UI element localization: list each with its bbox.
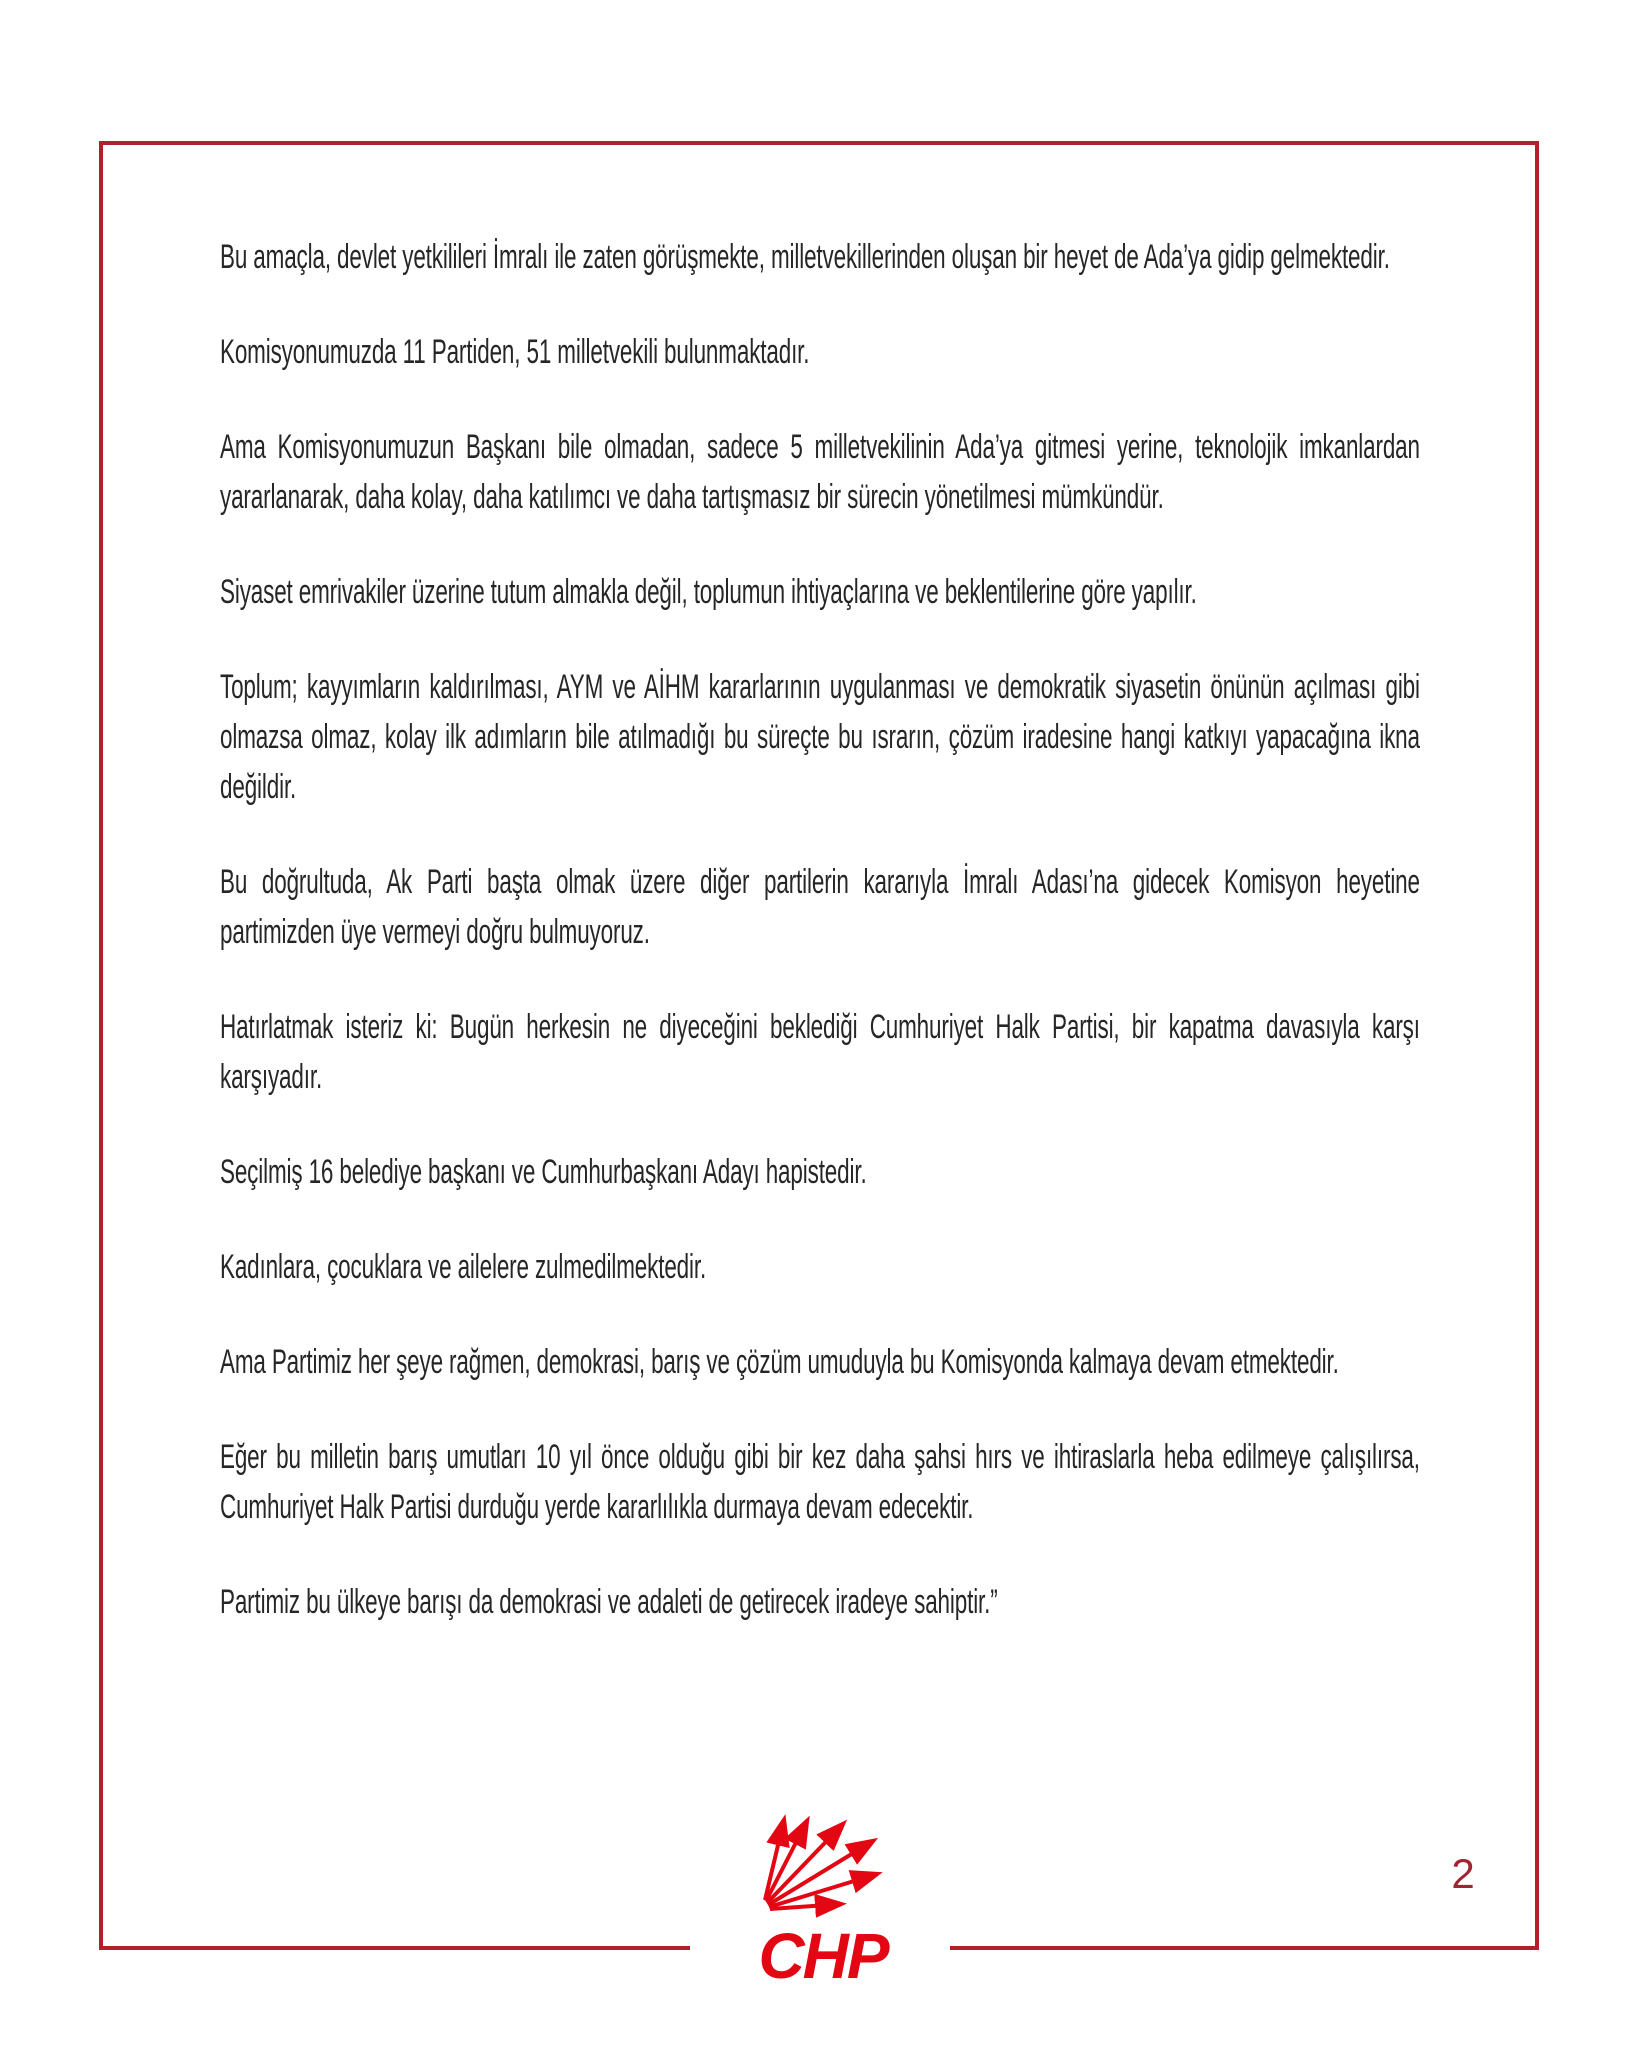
paragraph: Siyaset emrivakiler üzerine tutum almakla değil, toplumun ihtiyaçlarına ve beklentilerine göre yapılır. — [220, 573, 1197, 611]
chp-logo — [735, 1805, 915, 1995]
paragraph: Partimiz bu ülkeye barışı da demokrasi ve adaleti de getirecek iradeye sahiptir.” — [220, 1583, 998, 1621]
paragraph: Bu doğrultuda, Ak Parti başta olmak üzere diğer partilerin kararıyla İmralı Adası’na gidecek Komisyon heyetine partimizden üye vermeyi doğru bulmuyoruz. — [220, 863, 1420, 951]
paragraph: Ama Komisyonumuzun Başkanı bile olmadan, sadece 5 milletvekilinin Ada’ya gitmesi yerine, teknolojik imkanlardan yararlanarak, daha kolay, daha katılımcı ve daha tartışmasız bir sürecin yönetilmesi mümkündür. — [220, 428, 1420, 516]
paragraph: Ama Partimiz her şeye rağmen, demokrasi, barış ve çözüm umuduyla bu Komisyonda kalmaya devam etmektedir. — [220, 1343, 1339, 1381]
paragraph: Eğer bu milletin barış umutları 10 yıl önce olduğu gibi bir kez daha şahsi hırs ve ihtiraslarla heba edilmeye çalışılırsa, Cumhuriyet Halk Partisi durduğu yerde kararlılıkla durmaya devam edecektir. — [220, 1438, 1420, 1526]
page-number: 2 — [1451, 1850, 1475, 1897]
press-statement-body — [220, 232, 1420, 1672]
paragraph: Kadınlara, çocuklara ve ailelere zulmedilmektedir. — [220, 1248, 707, 1286]
paragraph: Toplum; kayyımların kaldırılması, AYM ve AİHM kararlarının uygulanması ve demokratik siyasetin önünün açılması gibi olmazsa olmaz, kolay ilk adımların bile atılmadığı bu süreçte bu ısrarın, çözüm iradesine hangi katkıyı yapacağına ikna değildir. — [220, 668, 1420, 806]
chp-logo-arrows-icon — [765, 1820, 877, 1909]
paragraph: Seçilmiş 16 belediye başkanı ve Cumhurbaşkanı Adayı hapistedir. — [220, 1153, 867, 1191]
paragraph: Hatırlatmak isteriz ki: Bugün herkesin ne diyeceğini beklediği Cumhuriyet Halk Partisi, bir kapatma davasıyla karşı karşıyadır. — [220, 1008, 1420, 1096]
chp-logo-text: CHP — [758, 1920, 888, 1992]
paragraph: Bu amaçla, devlet yetkilileri İmralı ile zaten görüşmekte, milletvekillerinden oluşan bir heyet de Ada’ya gidip gelmektedir. — [220, 238, 1390, 276]
paragraph: Komisyonumuzda 11 Partiden, 51 milletvekili bulunmaktadır. — [220, 333, 810, 371]
